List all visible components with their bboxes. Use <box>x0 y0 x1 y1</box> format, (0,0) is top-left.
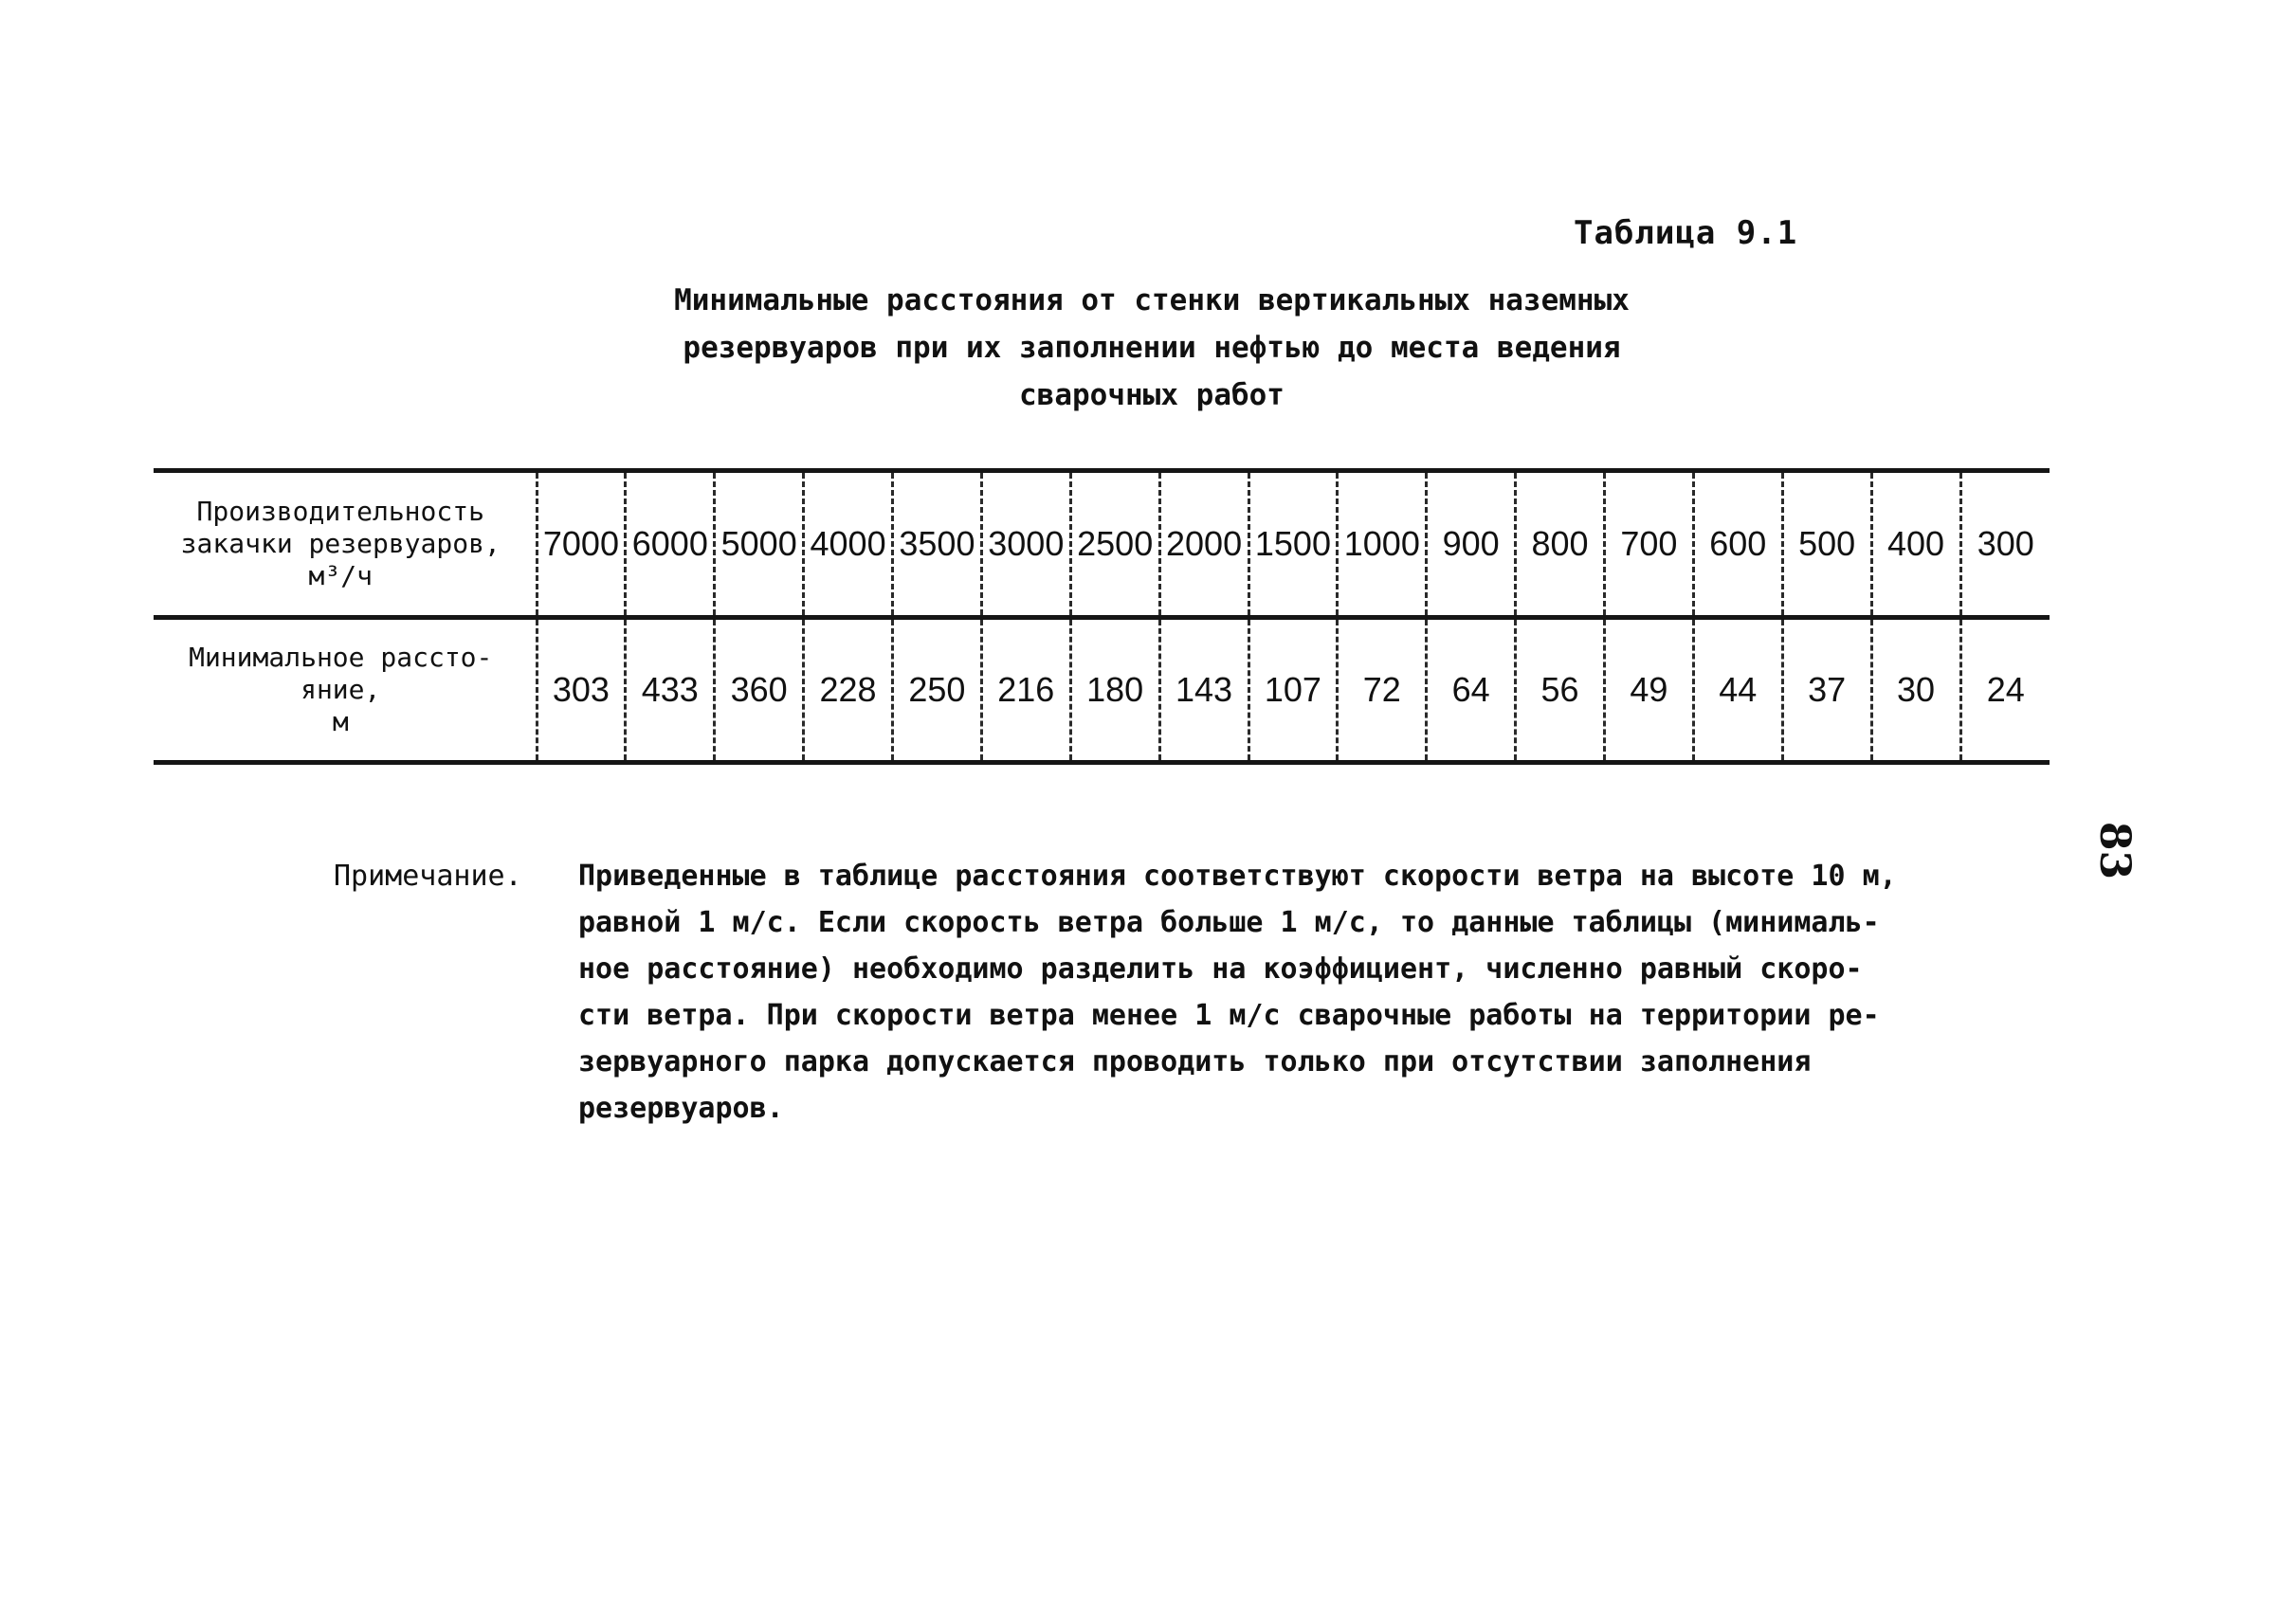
table-row-productivity <box>154 471 2050 618</box>
row-header-productivity: Производительность закачки резервуаров, м³/ч <box>154 471 537 618</box>
productivity-cell: 7000 <box>537 471 626 618</box>
productivity-cell: 3000 <box>981 471 1070 618</box>
distance-cell: 180 <box>1070 618 1159 763</box>
productivity-cell: 6000 <box>626 471 715 618</box>
productivity-cell: 2000 <box>1159 471 1248 618</box>
productivity-cell: 4000 <box>804 471 893 618</box>
productivity-cell: 300 <box>1960 471 2050 618</box>
distance-cell: 107 <box>1248 618 1338 763</box>
distance-cell: 44 <box>1693 618 1782 763</box>
note-line: Приведенные в таблице расстояния соответствуют скорости ветра на высоте 10 м, <box>578 860 1897 893</box>
distance-cell: 72 <box>1338 618 1427 763</box>
productivity-cell: 400 <box>1871 471 1960 618</box>
title-line: резервуаров при их заполнении нефтью до места ведения <box>683 331 1621 365</box>
distance-cell: 143 <box>1159 618 1248 763</box>
productivity-cell: 800 <box>1516 471 1605 618</box>
table-title <box>607 277 1697 419</box>
distance-cell: 303 <box>537 618 626 763</box>
note-line: зервуарного парка допускается проводить только при отсутствии заполнения <box>578 1045 1812 1078</box>
distance-cell: 216 <box>981 618 1070 763</box>
distance-cell: 37 <box>1782 618 1871 763</box>
productivity-cell: 2500 <box>1070 471 1159 618</box>
distance-cell: 64 <box>1427 618 1516 763</box>
distance-cell: 56 <box>1516 618 1605 763</box>
productivity-cell: 3500 <box>893 471 982 618</box>
productivity-cell: 600 <box>1693 471 1782 618</box>
row-header-distance: Минимальное рассто- яние, м <box>154 618 537 763</box>
note-line: резервуаров. <box>578 1092 784 1125</box>
distance-cell: 433 <box>626 618 715 763</box>
productivity-cell: 1500 <box>1248 471 1338 618</box>
title-line: сварочных работ <box>1019 378 1285 412</box>
note-line: сти ветра. При скорости ветра менее 1 м/с сварочные работы на территории ре- <box>578 999 1880 1032</box>
title-line: Минимальные расстояния от стенки вертикальных наземных <box>674 283 1630 317</box>
productivity-cell: 500 <box>1782 471 1871 618</box>
table-row-distance <box>154 618 2050 763</box>
distance-cell: 228 <box>804 618 893 763</box>
page-number: 83 <box>2090 821 2140 880</box>
note-text <box>578 853 2068 1132</box>
distance-cell: 24 <box>1960 618 2050 763</box>
table-note <box>334 853 2068 1132</box>
note-line: равной 1 м/с. Если скорость ветра больше 1 м/с, то данные таблицы (минималь- <box>578 906 1880 939</box>
productivity-cell: 1000 <box>1338 471 1427 618</box>
distance-cell: 30 <box>1871 618 1960 763</box>
distance-cell: 250 <box>893 618 982 763</box>
productivity-cell: 700 <box>1605 471 1694 618</box>
note-label: Примечание. <box>334 860 522 893</box>
productivity-cell: 5000 <box>715 471 804 618</box>
note-line: ное расстояние) необходимо разделить на коэффициент, численно равный скоро- <box>578 952 1863 986</box>
distance-cell: 49 <box>1605 618 1694 763</box>
distance-cell: 360 <box>715 618 804 763</box>
distance-table <box>154 468 2050 765</box>
productivity-cell: 900 <box>1427 471 1516 618</box>
table-number: Таблица 9.1 <box>1574 214 1798 252</box>
